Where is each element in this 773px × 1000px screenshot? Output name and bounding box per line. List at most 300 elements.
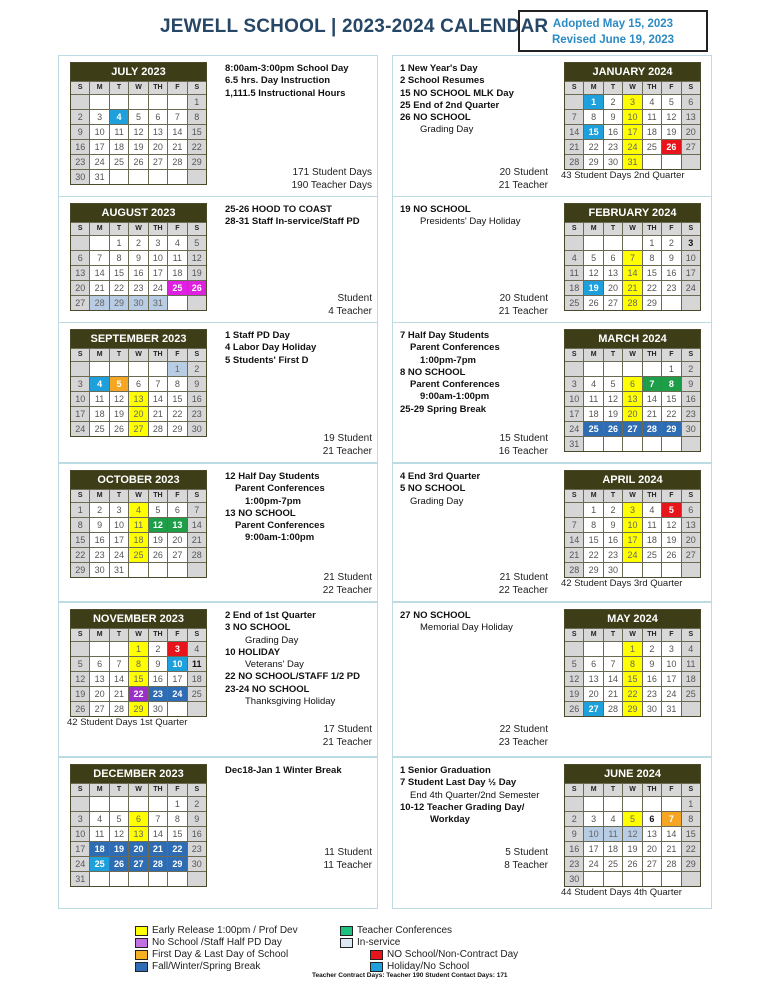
legend-item <box>135 949 288 960</box>
day-cell: 31 <box>110 563 128 577</box>
weekday-label: W <box>129 784 147 796</box>
day-cell-break: 28 <box>643 422 661 436</box>
legend-swatch <box>370 950 383 960</box>
weekday-label: M <box>90 82 108 94</box>
day-cell: 5 <box>71 657 89 671</box>
day-cell-conf: 8 <box>662 377 680 391</box>
day-cell <box>565 797 583 811</box>
day-cell: 20 <box>149 140 167 154</box>
day-cell <box>682 563 700 577</box>
legend-swatch <box>135 962 148 972</box>
day-cell: 11 <box>90 827 108 841</box>
day-cell: 9 <box>188 377 206 391</box>
weekday-label: W <box>129 349 147 361</box>
month-title: FEBRUARY 2024 <box>565 204 700 222</box>
day-cell: 2 <box>188 797 206 811</box>
event-note: End 4th Quarter/2nd Semester <box>410 789 540 801</box>
day-cell: 4 <box>565 251 583 265</box>
event-note: 2 End of 1st Quarter <box>225 610 316 621</box>
weekday-label: TH <box>149 349 167 361</box>
day-cell: 4 <box>643 503 661 517</box>
day-cell: 6 <box>682 95 700 109</box>
event-notes <box>400 330 500 416</box>
day-cell: 7 <box>149 377 167 391</box>
day-cell: 8 <box>110 251 128 265</box>
day-cell: 13 <box>584 672 602 686</box>
day-cell <box>643 872 661 886</box>
day-cell: 14 <box>168 125 186 139</box>
day-cell <box>584 236 602 250</box>
day-cell: 17 <box>90 140 108 154</box>
legend-swatch <box>135 950 148 960</box>
day-cell-break: 28 <box>149 857 167 871</box>
day-cell <box>604 362 622 376</box>
day-cell <box>129 95 147 109</box>
revised-date: Revised June 19, 2023 <box>551 34 675 46</box>
day-grid <box>71 489 206 577</box>
day-cell <box>584 872 602 886</box>
day-cell: 16 <box>90 533 108 547</box>
day-counts <box>323 433 372 458</box>
day-cell: 19 <box>129 140 147 154</box>
day-cell <box>168 296 186 310</box>
day-grid <box>71 222 206 310</box>
day-cell-inservice: 28 <box>90 296 108 310</box>
day-cell <box>90 642 108 656</box>
month-title: MAY 2024 <box>565 610 700 628</box>
day-cell: 6 <box>643 812 661 826</box>
event-note: Grading Day <box>420 124 474 136</box>
day-counts <box>323 847 372 872</box>
day-cell <box>662 872 680 886</box>
day-cell-early: 17 <box>623 533 641 547</box>
day-cell-early: 1 <box>129 642 147 656</box>
weekday-label: S <box>682 629 700 641</box>
weekday-label: W <box>129 82 147 94</box>
month-title: AUGUST 2023 <box>71 204 206 222</box>
day-cell: 22 <box>662 407 680 421</box>
event-note: 22 NO SCHOOL/STAFF 1/2 PD <box>225 671 360 683</box>
day-cell: 31 <box>90 170 108 184</box>
day-cell: 2 <box>662 236 680 250</box>
day-cell: 16 <box>565 842 583 856</box>
day-cell: 19 <box>662 125 680 139</box>
day-cell <box>110 362 128 376</box>
weekday-label: W <box>623 629 641 641</box>
event-notes <box>225 610 360 708</box>
day-cell: 24 <box>71 857 89 871</box>
count-line: 171 Student Days <box>292 167 372 178</box>
day-cell-break: 23 <box>149 687 167 701</box>
weekday-label: T <box>604 349 622 361</box>
quarter-days-label: 42 Student Days 1st Quarter <box>67 717 188 728</box>
weekday-label: S <box>565 629 583 641</box>
count-line: 22 Student <box>499 724 548 735</box>
day-counts <box>323 572 372 597</box>
day-cell-early: 18 <box>129 533 147 547</box>
day-cell: 9 <box>129 251 147 265</box>
weekday-label: F <box>662 82 680 94</box>
day-cell-break: 18 <box>90 842 108 856</box>
legend-item <box>135 925 298 936</box>
day-counts <box>499 433 548 458</box>
day-cell: 29 <box>168 422 186 436</box>
day-cell: 5 <box>149 503 167 517</box>
count-line: 23 Teacher <box>498 736 548 748</box>
day-cell: 11 <box>90 392 108 406</box>
day-cell-early: 22 <box>623 687 641 701</box>
day-cell: 25 <box>110 155 128 169</box>
weekday-label: F <box>168 629 186 641</box>
quarter-days-label: 44 Student Days 4th Quarter <box>561 887 682 898</box>
day-cell: 13 <box>71 266 89 280</box>
day-cell: 10 <box>682 251 700 265</box>
day-cell: 16 <box>129 266 147 280</box>
event-note: 13 NO SCHOOL <box>225 507 296 519</box>
day-cell <box>188 296 206 310</box>
day-cell: 16 <box>643 672 661 686</box>
weekday-label: W <box>623 490 641 502</box>
day-cell: 11 <box>188 657 206 671</box>
weekday-label: S <box>565 223 583 235</box>
day-cell: 14 <box>643 392 661 406</box>
event-notes <box>400 610 513 635</box>
day-counts <box>499 724 548 749</box>
day-cell <box>682 155 700 169</box>
day-cell <box>110 872 128 886</box>
day-cell: 3 <box>149 236 167 250</box>
day-counts <box>504 847 548 872</box>
weekday-label: S <box>682 490 700 502</box>
day-cell: 21 <box>110 687 128 701</box>
day-cell: 23 <box>662 281 680 295</box>
day-cell: 3 <box>71 812 89 826</box>
day-cell: 29 <box>584 563 602 577</box>
day-cell <box>584 797 602 811</box>
count-line: 190 Teacher Days <box>291 179 372 191</box>
day-grid <box>71 783 206 886</box>
day-cell <box>682 296 700 310</box>
day-cell: 31 <box>71 872 89 886</box>
day-cell: 28 <box>168 155 186 169</box>
day-cell: 30 <box>149 702 167 716</box>
event-note: 4 Labor Day Holiday <box>225 342 317 354</box>
weekday-label: T <box>604 490 622 502</box>
day-cell: 15 <box>188 125 206 139</box>
day-cell: 30 <box>565 872 583 886</box>
day-cell <box>604 437 622 451</box>
day-cell <box>110 642 128 656</box>
day-cell: 5 <box>584 251 602 265</box>
day-cell: 16 <box>188 392 206 406</box>
month-title: APRIL 2024 <box>565 471 700 489</box>
day-cell: 21 <box>149 407 167 421</box>
day-cell: 14 <box>662 827 680 841</box>
day-cell: 1 <box>682 797 700 811</box>
day-cell-break: 26 <box>110 857 128 871</box>
day-cell <box>604 797 622 811</box>
weekday-label: M <box>584 349 602 361</box>
weekday-label: M <box>584 629 602 641</box>
day-cell: 18 <box>682 672 700 686</box>
day-cell: 28 <box>662 857 680 871</box>
day-cell: 23 <box>565 857 583 871</box>
event-note: Presidents' Day Holiday <box>420 216 521 228</box>
day-cell: 19 <box>188 266 206 280</box>
day-cell-early: 7 <box>623 251 641 265</box>
weekday-label: S <box>565 490 583 502</box>
day-cell: 2 <box>682 362 700 376</box>
weekday-label: TH <box>643 223 661 235</box>
count-line: 22 Teacher <box>322 584 372 596</box>
weekday-label: S <box>682 349 700 361</box>
day-cell <box>584 362 602 376</box>
month-title: OCTOBER 2023 <box>71 471 206 489</box>
weekday-label: S <box>682 784 700 796</box>
day-cell: 12 <box>188 251 206 265</box>
day-cell: 27 <box>71 296 89 310</box>
day-cell <box>129 563 147 577</box>
day-cell: 6 <box>149 110 167 124</box>
day-cell: 4 <box>604 812 622 826</box>
weekday-label: S <box>188 82 206 94</box>
day-cell: 24 <box>682 281 700 295</box>
day-cell: 18 <box>188 672 206 686</box>
day-cell <box>149 563 167 577</box>
month-calendar <box>564 62 701 170</box>
legend-label: Fall/Winter/Spring Break <box>152 961 261 972</box>
day-cell: 11 <box>110 125 128 139</box>
legend-swatch <box>135 938 148 948</box>
day-cell: 20 <box>90 687 108 701</box>
day-cell-holiday: 19 <box>584 281 602 295</box>
day-cell <box>584 642 602 656</box>
day-cell: 9 <box>604 518 622 532</box>
weekday-label: T <box>110 223 128 235</box>
day-counts <box>328 293 372 318</box>
month-calendar <box>70 329 207 437</box>
day-cell-conf: 7 <box>643 377 661 391</box>
day-cell: 25 <box>565 296 583 310</box>
day-cell: 5 <box>110 812 128 826</box>
weekday-label: TH <box>643 490 661 502</box>
day-cell-holiday: 27 <box>584 702 602 716</box>
day-cell-early: 20 <box>129 407 147 421</box>
day-cell: 26 <box>623 857 641 871</box>
day-cell <box>643 155 661 169</box>
day-cell <box>90 797 108 811</box>
weekday-label: S <box>565 349 583 361</box>
weekday-label: TH <box>643 82 661 94</box>
day-cell-early: 13 <box>129 827 147 841</box>
day-cell-early: 8 <box>623 657 641 671</box>
day-cell-early: 15 <box>129 672 147 686</box>
event-note: 6.5 hrs. Day Instruction <box>225 75 331 87</box>
day-cell: 7 <box>188 503 206 517</box>
day-cell-inservice: 30 <box>129 296 147 310</box>
day-cell-early: 14 <box>623 266 641 280</box>
day-cell: 4 <box>682 642 700 656</box>
day-cell <box>129 872 147 886</box>
page-title: JEWELL SCHOOL | 2023-2024 CALENDAR <box>160 16 549 37</box>
event-note: 7 Half Day Students <box>400 330 490 341</box>
count-line: 22 Teacher <box>498 584 548 596</box>
day-cell: 20 <box>168 533 186 547</box>
weekday-label: M <box>90 629 108 641</box>
day-cell: 9 <box>149 657 167 671</box>
day-cell <box>149 362 167 376</box>
month-title: NOVEMBER 2023 <box>71 610 206 628</box>
day-cell: 13 <box>604 266 622 280</box>
day-cell: 1 <box>584 503 602 517</box>
day-cell-holiday: 15 <box>584 125 602 139</box>
event-notes <box>400 204 521 229</box>
day-cell: 6 <box>168 503 186 517</box>
day-cell: 24 <box>149 281 167 295</box>
day-cell-early: 4 <box>129 503 147 517</box>
day-cell: 10 <box>149 251 167 265</box>
day-cell: 3 <box>662 642 680 656</box>
day-cell <box>565 642 583 656</box>
day-cell <box>168 563 186 577</box>
day-cell: 22 <box>188 140 206 154</box>
day-counts <box>499 167 548 192</box>
day-cell <box>129 797 147 811</box>
day-cell: 20 <box>584 687 602 701</box>
day-cell-conf: 13 <box>168 518 186 532</box>
day-cell: 9 <box>71 125 89 139</box>
day-cell: 12 <box>604 392 622 406</box>
day-counts <box>323 724 372 749</box>
day-cell: 3 <box>584 812 602 826</box>
day-cell: 19 <box>565 687 583 701</box>
day-cell-inservice: 1 <box>168 362 186 376</box>
day-cell <box>623 437 641 451</box>
day-cell-early: 6 <box>129 812 147 826</box>
day-cell: 9 <box>565 827 583 841</box>
day-cell <box>604 236 622 250</box>
day-cell: 21 <box>662 842 680 856</box>
weekday-label: T <box>110 629 128 641</box>
day-cell-early: 24 <box>623 548 641 562</box>
day-cell: 7 <box>565 110 583 124</box>
event-note: 12 Half Day Students <box>225 471 320 482</box>
day-cell: 19 <box>604 407 622 421</box>
day-cell <box>188 563 206 577</box>
legend-label: Holiday/No School <box>387 961 470 972</box>
day-grid <box>71 348 206 436</box>
day-cell: 10 <box>110 518 128 532</box>
day-cell-break: 26 <box>604 422 622 436</box>
day-cell: 30 <box>643 702 661 716</box>
day-cell: 15 <box>71 533 89 547</box>
day-cell: 2 <box>565 812 583 826</box>
count-line: 11 Teacher <box>323 859 372 871</box>
day-cell <box>188 702 206 716</box>
day-cell: 23 <box>90 548 108 562</box>
day-cell: 6 <box>129 377 147 391</box>
day-cell: 12 <box>110 392 128 406</box>
count-line: 4 Teacher <box>328 305 372 317</box>
day-cell: 20 <box>682 533 700 547</box>
day-cell: 22 <box>643 281 661 295</box>
day-cell: 16 <box>682 392 700 406</box>
day-cell: 13 <box>90 672 108 686</box>
day-cell: 6 <box>682 503 700 517</box>
day-cell: 16 <box>604 533 622 547</box>
month-calendar <box>564 203 701 311</box>
day-cell: 27 <box>682 548 700 562</box>
day-cell: 28 <box>149 422 167 436</box>
day-cell <box>90 362 108 376</box>
day-cell <box>623 362 641 376</box>
day-cell-holiday: 25 <box>90 857 108 871</box>
day-cell: 12 <box>662 518 680 532</box>
day-cell: 30 <box>71 170 89 184</box>
event-note: 10 HOLIDAY <box>225 646 281 658</box>
legend-item <box>370 949 518 960</box>
event-note: Grading Day <box>245 634 299 646</box>
day-cell-red: 3 <box>168 642 186 656</box>
day-cell: 27 <box>682 140 700 154</box>
weekday-label: S <box>71 490 89 502</box>
day-cell-early: 5 <box>623 812 641 826</box>
day-cell: 16 <box>604 125 622 139</box>
day-cell-early: 3 <box>623 95 641 109</box>
day-cell: 2 <box>643 642 661 656</box>
day-cell: 17 <box>110 533 128 547</box>
count-line: 15 Student <box>499 433 548 444</box>
weekday-label: TH <box>643 629 661 641</box>
day-cell: 21 <box>565 548 583 562</box>
day-cell: 13 <box>643 827 661 841</box>
day-cell: 12 <box>662 110 680 124</box>
day-cell <box>662 563 680 577</box>
day-cell: 22 <box>682 842 700 856</box>
event-notes <box>225 204 360 229</box>
day-cell-holiday: 4 <box>110 110 128 124</box>
day-cell: 8 <box>584 518 602 532</box>
day-cell-early: 24 <box>623 140 641 154</box>
day-cell: 14 <box>604 672 622 686</box>
day-cell: 3 <box>71 377 89 391</box>
day-cell: 22 <box>168 407 186 421</box>
day-cell <box>604 872 622 886</box>
day-counts <box>499 572 548 597</box>
day-cell: 1 <box>662 362 680 376</box>
weekday-label: TH <box>643 349 661 361</box>
day-cell: 14 <box>110 672 128 686</box>
day-cell: 26 <box>110 422 128 436</box>
count-line: 21 Student <box>499 572 548 583</box>
day-cell: 10 <box>662 657 680 671</box>
day-cell: 15 <box>584 533 602 547</box>
day-cell-conf: 12 <box>149 518 167 532</box>
day-cell: 16 <box>188 827 206 841</box>
day-cell: 13 <box>682 518 700 532</box>
day-cell <box>149 170 167 184</box>
day-cell <box>90 236 108 250</box>
day-cell: 12 <box>584 266 602 280</box>
day-cell-break: 22 <box>168 842 186 856</box>
day-cell: 1 <box>110 236 128 250</box>
day-cell: 7 <box>149 812 167 826</box>
day-cell: 22 <box>71 548 89 562</box>
day-cell-magenta: 25 <box>168 281 186 295</box>
day-cell: 5 <box>129 110 147 124</box>
day-cell <box>90 872 108 886</box>
adoption-box <box>518 10 708 52</box>
